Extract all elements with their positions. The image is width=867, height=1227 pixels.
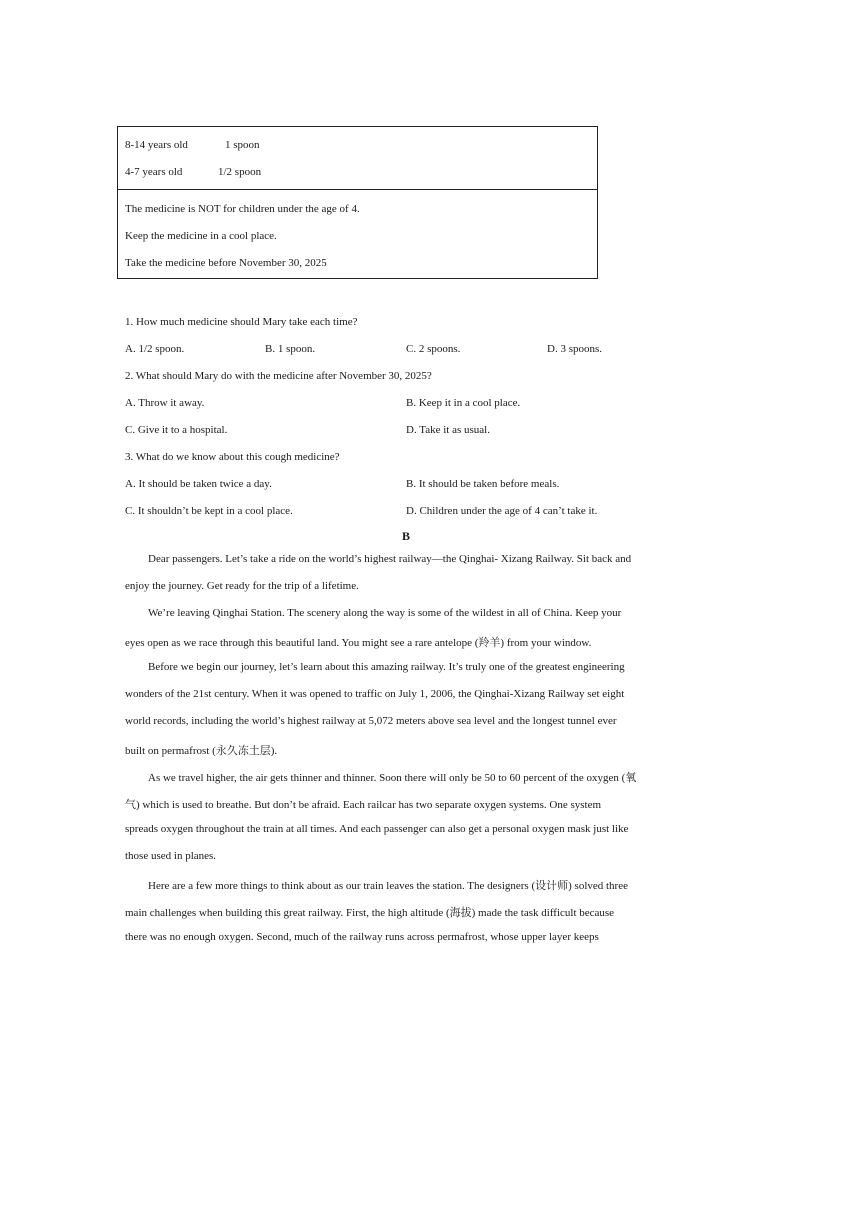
question-1-option-d: D. 3 spoons. <box>547 343 603 355</box>
passage-line-15: there was no enough oxygen. Second, much of the railway runs across permafrost, whose upper layer keeps <box>125 931 599 943</box>
dosage-note-1: The medicine is NOT for children under the age of 4. <box>125 203 360 215</box>
question-2-option-c: C. Give it to a hospital. <box>125 424 228 436</box>
dosage-note-3: Take the medicine before November 30, 2025 <box>125 257 327 269</box>
question-1: 1. How much medicine should Mary take each time? <box>125 316 358 328</box>
question-3-option-c: C. It shouldn’t be kept in a cool place. <box>125 505 293 517</box>
passage-line-6: wonders of the 21st century. When it was opened to traffic on July 1, 2006, the Qinghai-Xizang Railway set eight <box>125 688 625 700</box>
question-3: 3. What do we know about this cough medicine? <box>125 451 340 463</box>
passage-line-13: Here are a few more things to think about as our train leaves the station. The designers (设计师) solved three <box>148 880 628 892</box>
question-1-option-c: C. 2 spoons. <box>406 343 461 355</box>
question-2-option-d: D. Take it as usual. <box>406 424 490 436</box>
question-3-option-b: B. It should be taken before meals. <box>406 478 560 490</box>
passage-line-2: enjoy the journey. Get ready for the trip of a lifetime. <box>125 580 359 592</box>
dosage-age-2: 4-7 years old <box>125 166 183 178</box>
passage-line-8: built on permafrost (永久冻土层). <box>125 745 278 757</box>
question-3-option-d: D. Children under the age of 4 can’t take it. <box>406 505 598 517</box>
passage-line-5: Before we begin our journey, let’s learn about this amazing railway. It’s truly one of the greatest engineering <box>148 661 625 673</box>
dosage-amount-2: 1/2 spoon <box>218 166 262 178</box>
dosage-table <box>117 126 598 279</box>
dosage-note-2: Keep the medicine in a cool place. <box>125 230 277 242</box>
question-2-option-b: B. Keep it in a cool place. <box>406 397 521 409</box>
dosage-amount-1: 1 spoon <box>225 139 260 151</box>
dosage-divider <box>118 189 597 190</box>
question-2: 2. What should Mary do with the medicine after November 30, 2025? <box>125 370 432 382</box>
passage-line-12: those used in planes. <box>125 850 217 862</box>
question-1-option-b: B. 1 spoon. <box>265 343 316 355</box>
question-2-option-a: A. Throw it away. <box>125 397 205 409</box>
passage-line-1: Dear passengers. Let’s take a ride on the world’s highest railway—the Qinghai- Xizang Railway. Sit back and <box>148 553 632 565</box>
passage-line-4: eyes open as we race through this beautiful land. You might see a rare antelope (羚羊) from your window. <box>125 637 592 649</box>
passage-line-7: world records, including the world’s highest railway at 5,072 meters above sea level and the longest tunnel ever <box>125 715 617 727</box>
passage-line-9: As we travel higher, the air gets thinner and thinner. Soon there will only be 50 to 60 percent of the oxygen (氧 <box>148 772 637 784</box>
passage-line-3: We’re leaving Qinghai Station. The scenery along the way is some of the wildest in all of China. Keep your <box>148 607 622 619</box>
dosage-age-1: 8-14 years old <box>125 139 188 151</box>
section-b-title: B <box>401 529 410 543</box>
passage-line-14: main challenges when building this great railway. First, the high altitude (海拔) made the task difficult because <box>125 907 615 919</box>
passage-line-11: spreads oxygen throughout the train at all times. And each passenger can also get a personal oxygen mask just like <box>125 823 629 835</box>
question-1-option-a: A. 1/2 spoon. <box>125 343 185 355</box>
question-3-option-a: A. It should be taken twice a day. <box>125 478 272 490</box>
passage-line-10: 气) which is used to breathe. But don’t be afraid. Each railcar has two separate oxygen systems. One system <box>125 799 602 811</box>
